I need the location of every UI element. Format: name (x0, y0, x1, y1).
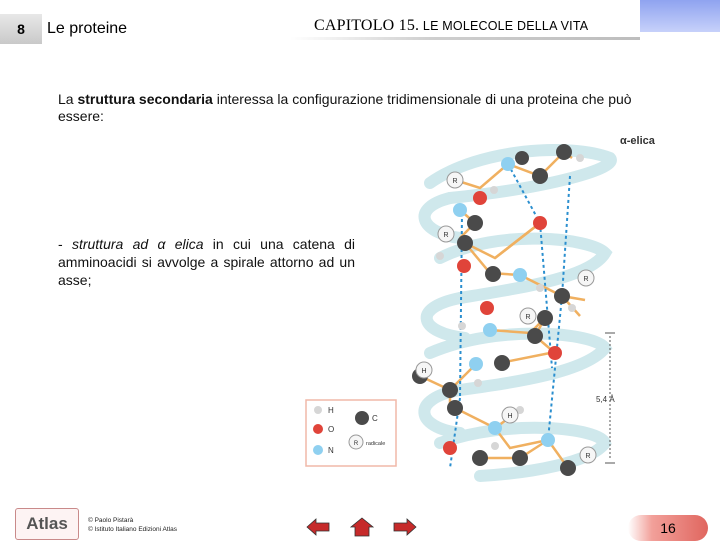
figure-title: α-elica (620, 135, 655, 147)
credit-author: © Paolo Pistarà (88, 517, 134, 524)
home-icon[interactable] (349, 516, 375, 538)
pitch-label: 5,4 Å (596, 395, 615, 404)
h-label: H (507, 413, 513, 420)
corner-decoration (640, 0, 720, 32)
chapter-title: LE MOLECOLE DELLA VITA (422, 19, 589, 33)
r-label: R (525, 314, 531, 321)
legend-o: O (328, 425, 335, 434)
alpha-helix-figure (300, 128, 670, 488)
alpha-helix-illustration (300, 128, 670, 488)
intro-suffix: interessa la configurazione tridimensionale di una proteina che può essere: (58, 91, 632, 124)
r-label: R (443, 232, 449, 239)
chapter-number: 8 (17, 21, 25, 37)
h-label: H (421, 368, 427, 375)
legend-r-symbol: R (353, 441, 359, 447)
chapter-cap: CAPITOLO 15. (314, 17, 420, 34)
bullet-italic: struttura ad α elica (71, 236, 204, 252)
bullet-rest: in cui una catena di amminoacidi si avvolge a spirale attorno ad un asse; (58, 236, 356, 288)
legend-c: C (372, 414, 378, 423)
r-label: R (585, 453, 591, 460)
intro-paragraph (58, 91, 668, 125)
atlas-logo-text: Atlas (26, 514, 68, 533)
header-rule (290, 37, 640, 40)
atlas-logo (15, 508, 79, 540)
topic-title: Le proteine (47, 20, 128, 37)
intro-prefix: La (58, 91, 78, 107)
legend-n: N (328, 446, 334, 455)
r-labels (416, 172, 596, 463)
helix-ribbon (424, 150, 611, 476)
r-label: R (452, 178, 458, 185)
bullet-dash: - (58, 236, 72, 252)
r-label: R (583, 276, 589, 283)
legend-h: H (328, 406, 334, 415)
credits (88, 516, 177, 534)
intro-bold: struttura secondaria (77, 91, 213, 107)
arrow-left-icon[interactable] (305, 516, 331, 538)
legend-radicale: radicale (366, 441, 386, 447)
page-number: 16 (628, 515, 708, 541)
chapter-header (314, 17, 588, 35)
arrow-right-icon[interactable] (392, 516, 418, 538)
atom-legend (306, 400, 396, 466)
credit-publisher: © Istituto Italiano Edizioni Atlas (88, 526, 177, 533)
